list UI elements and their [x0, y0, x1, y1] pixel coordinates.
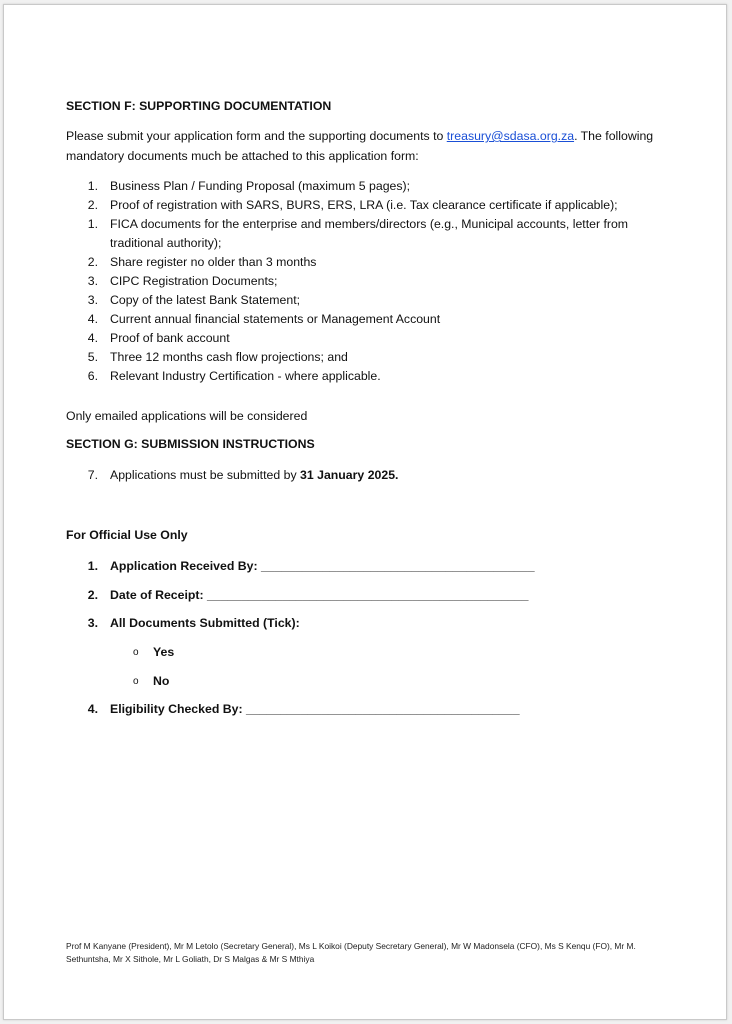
emailed-note: Only emailed applications will be considered [66, 409, 308, 423]
list-number: 2. [87, 198, 98, 212]
list-number: 7. [87, 468, 98, 482]
list-number: 2. [87, 588, 98, 602]
list-number: 1. [87, 559, 98, 573]
intro-text-continued: . The following mandatory documents much be attached to this application form: [66, 129, 654, 163]
list-number: 3. [87, 616, 98, 630]
documents-submitted-label: All Documents Submitted (Tick): [110, 616, 300, 630]
document-page [3, 4, 727, 1020]
circle-bullet-icon: o [133, 647, 139, 658]
list-item: Business Plan / Funding Proposal (maximum 5 pages); [110, 179, 411, 193]
email-link[interactable]: treasury@sdasa.org.za [446, 129, 575, 143]
list-item: Current annual financial statements or Management Account [110, 312, 441, 326]
list-item: Proof of bank account [110, 331, 230, 345]
list-number: 4. [87, 312, 98, 326]
list-item: Three 12 months cash flow projections; and [110, 350, 348, 364]
date-of-receipt-field: Date of Receipt: _______________________________________________ [110, 588, 529, 602]
list-item: Copy of the latest Bank Statement; [110, 293, 301, 307]
list-item: CIPC Registration Documents; [110, 274, 278, 288]
circle-bullet-icon: o [133, 676, 139, 687]
list-number: 6. [87, 369, 98, 383]
official-use-heading: For Official Use Only [66, 528, 188, 542]
list-number: 4. [87, 331, 98, 345]
option-no: No [153, 674, 170, 688]
list-number: 1. [87, 179, 98, 193]
list-item: Proof of registration with SARS, BURS, ERS, LRA (i.e. Tax clearance certificate if applicable); [110, 198, 618, 212]
list-number: 3. [87, 274, 98, 288]
received-by-field: Application Received By: ________________________________________ [110, 559, 535, 573]
list-number: 5. [87, 350, 98, 364]
list-item: Relevant Industry Certification - where applicable. [110, 369, 381, 383]
list-number: 1. [87, 217, 98, 231]
section-f-heading: SECTION F: SUPPORTING DOCUMENTATION [66, 99, 332, 113]
list-item: FICA documents for the enterprise and members/directors (e.g., Municipal accounts, letter from [110, 217, 629, 231]
deadline-date: 31 January 2025. [300, 468, 399, 482]
section-f-intro [66, 127, 666, 166]
footer-names: Prof M Kanyane (President), Mr M Letolo (Secretary General), Ms L Koikoi (Deputy Secretary General), Mr W Madonsela (CFO), Ms S Kenqu (FO), Mr M. Sethuntsha, Mr X Sithole, Mr L Goliath, Dr S Malgas & Mr S Mthiya [66, 941, 636, 964]
list-item: Share register no older than 3 months [110, 255, 317, 269]
deadline-text: Applications must be submitted by [110, 468, 301, 482]
intro-text: Please submit your application form and the supporting documents to [66, 129, 447, 143]
list-number: 3. [87, 293, 98, 307]
submission-deadline [110, 466, 398, 485]
option-yes: Yes [153, 645, 175, 659]
list-item-continuation: traditional authority); [110, 236, 222, 250]
eligibility-checked-field: Eligibility Checked By: ________________________________________ [110, 702, 520, 716]
list-number: 2. [87, 255, 98, 269]
section-g-heading: SECTION G: SUBMISSION INSTRUCTIONS [66, 437, 315, 451]
list-number: 4. [87, 702, 98, 716]
